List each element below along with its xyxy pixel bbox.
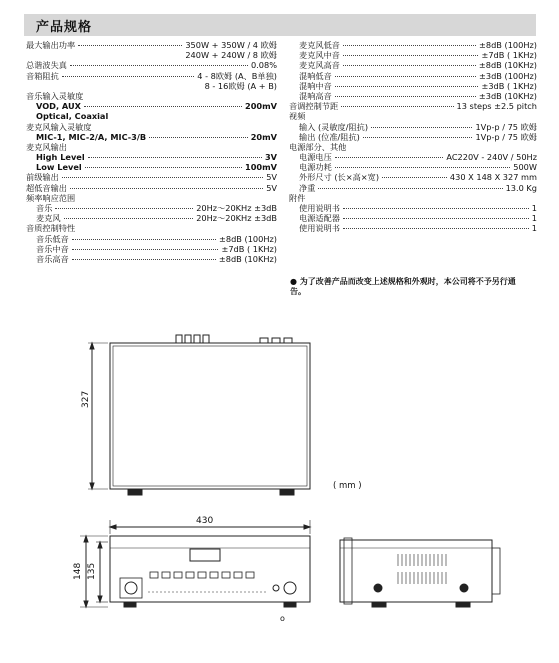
spec-label: Optical, Coaxial bbox=[36, 111, 109, 122]
units-label: ( mm ) bbox=[333, 481, 362, 491]
spec-value: 8 - 16欧姆 (A + B) bbox=[204, 80, 277, 91]
spec-label: 音箱阻抗 bbox=[26, 70, 59, 81]
spec-label: 音质控制特性 bbox=[26, 223, 76, 234]
spec-label: 麦克风输出 bbox=[26, 141, 67, 152]
spec-label: 麦克风高音 bbox=[299, 60, 340, 71]
spec-value: 3V bbox=[264, 152, 277, 163]
spec-value: 1 bbox=[531, 213, 537, 224]
spec-label: 净重 bbox=[299, 182, 316, 193]
spec-value: ±8dB (10KHz) bbox=[218, 253, 277, 264]
spec-value: 1 bbox=[531, 203, 537, 213]
spec-value: 0.08% bbox=[250, 60, 277, 71]
spec-value: AC220V - 240V / 50Hz bbox=[446, 152, 537, 163]
spec-label: 电源适配器 bbox=[299, 213, 340, 224]
top-view-drawing bbox=[88, 335, 310, 495]
spec-label: 电源功耗 bbox=[299, 162, 332, 173]
spec-value: 240W + 240W / 8 欧姆 bbox=[185, 50, 277, 61]
small-mark: o bbox=[280, 614, 285, 623]
spec-label: 外形尺寸 (长×高×宽) bbox=[299, 172, 380, 183]
spec-label: Low Level bbox=[36, 162, 82, 173]
spec-value: ±3dB (10KHz) bbox=[478, 90, 537, 101]
section-title: 产品规格 bbox=[36, 20, 93, 35]
depth-dimension: 327 bbox=[81, 390, 91, 408]
spec-label: 电源部分、其他 bbox=[289, 141, 347, 152]
spec-value: 100mV bbox=[245, 162, 277, 173]
spec-label: 混响低音 bbox=[299, 70, 332, 81]
spec-label: 最大输出功率 bbox=[26, 40, 76, 50]
spec-value: 5V bbox=[266, 172, 277, 183]
spec-label: 输入 (灵敏度/阻抗) bbox=[299, 121, 369, 132]
spec-label: 前级输出 bbox=[26, 172, 59, 183]
height-total-dimension: 148 bbox=[73, 562, 83, 580]
spec-value: 5V bbox=[266, 182, 277, 193]
spec-label: 麦克风输入灵敏度 bbox=[26, 121, 92, 132]
spec-value: ±8dB (100Hz) bbox=[219, 233, 277, 244]
spec-label: 混响高音 bbox=[299, 90, 332, 101]
spec-label: 麦克风 bbox=[36, 213, 61, 224]
spec-label: 音调控制节距 bbox=[289, 101, 339, 112]
spec-value: 1Vp-p / 75 欧姆 bbox=[475, 121, 537, 132]
spec-value: 430 X 148 X 327 mm bbox=[449, 172, 537, 183]
spec-value: ±7dB ( 1KHz) bbox=[481, 50, 537, 61]
spec-value: 20Hz～20KHz ±3dB bbox=[196, 203, 277, 213]
spec-label: 混响中音 bbox=[299, 80, 332, 91]
spec-label: 频率响应范围 bbox=[26, 192, 76, 203]
spec-label: 视频 bbox=[289, 111, 306, 122]
spec-label: 总谐波失真 bbox=[26, 60, 67, 71]
spec-label: 音乐中音 bbox=[36, 243, 69, 254]
spec-label: MIC-1, MIC-2/A, MIC-3/B bbox=[36, 131, 147, 142]
spec-value: ±3dB ( 1KHz) bbox=[481, 80, 537, 91]
spec-label: 使用说明书 bbox=[299, 203, 340, 213]
spec-value: ±3dB (100Hz) bbox=[479, 70, 537, 81]
spec-label: 使用说明书 bbox=[299, 223, 340, 234]
spec-label: 输出 (位准/阻抗) bbox=[299, 131, 360, 142]
spec-label: 音乐 bbox=[36, 203, 53, 213]
side-view-drawing bbox=[340, 538, 500, 607]
spec-label: 音乐低音 bbox=[36, 233, 69, 244]
spec-value: 13 steps ±2.5 pitch bbox=[456, 101, 537, 112]
spec-value: 1 bbox=[531, 223, 537, 234]
spec-value: 4 - 8欧姆 (A、B单独) bbox=[197, 70, 277, 81]
spec-value: 20Hz～20KHz ±3dB bbox=[196, 213, 277, 224]
spec-label: VOD, AUX bbox=[36, 101, 81, 112]
spec-label: 麦克风中音 bbox=[299, 50, 340, 61]
spec-label: 音乐高音 bbox=[36, 253, 69, 264]
spec-label: 超低音输出 bbox=[26, 182, 67, 193]
disclaimer-note: ● 为了改善产品而改变上述规格和外观时，本公司将不予另行通告。 bbox=[290, 277, 516, 296]
spec-label: 音乐输入灵敏度 bbox=[26, 90, 84, 101]
height-body-dimension: 135 bbox=[87, 562, 97, 580]
spec-label: 附件 bbox=[289, 192, 306, 203]
spec-value: 350W + 350W / 4 欧姆 bbox=[185, 40, 277, 50]
spec-value: 1Vp-p / 75 欧姆 bbox=[475, 131, 537, 142]
spec-label: 麦克风低音 bbox=[299, 40, 340, 50]
spec-value: 20mV bbox=[250, 131, 277, 142]
spec-value: ±8dB (10KHz) bbox=[478, 60, 537, 71]
spec-value: 13.0 Kg bbox=[505, 182, 537, 193]
spec-value: 500W bbox=[513, 162, 537, 173]
width-dimension: 430 bbox=[196, 516, 214, 526]
front-view-drawing bbox=[80, 520, 310, 607]
spec-value: ±7dB ( 1KHz) bbox=[221, 243, 277, 254]
spec-label: 电源电压 bbox=[299, 152, 332, 163]
spec-value: 200mV bbox=[245, 101, 277, 112]
spec-label: High Level bbox=[36, 152, 85, 163]
spec-value: ±8dB (100Hz) bbox=[479, 40, 537, 50]
